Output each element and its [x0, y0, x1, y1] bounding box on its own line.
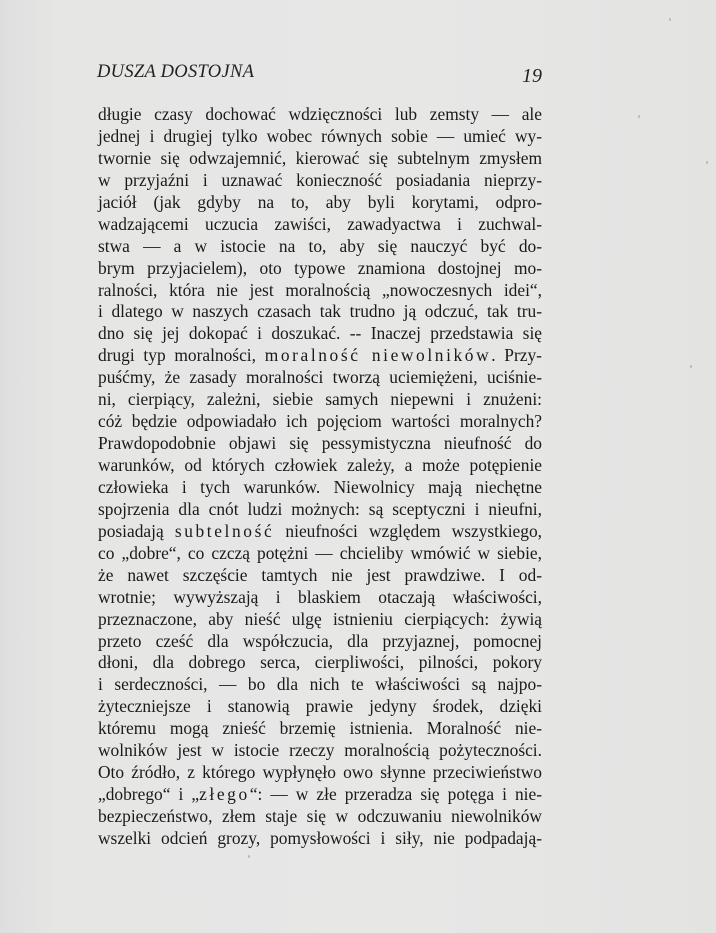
- text-line: [98, 258, 542, 280]
- text-segment: wszelki odcień grozy, pomysłowości i siły, nie podpadają-: [98, 827, 542, 848]
- text-segment: . Przy-: [491, 345, 542, 366]
- text-segment: wrotnie; wywyższają i blaskiem otaczają właściwości,: [98, 586, 542, 607]
- text-line: [98, 104, 542, 126]
- text-segment: Oto źródło, z którego wypłynęło owo słynne przeciwieństwo: [98, 762, 542, 783]
- text-line: [98, 565, 542, 587]
- text-segment: i serdeczności, — bo dla nich te właściwości są najpo-: [98, 674, 542, 695]
- text-segment: nieufności względem wszystkiego,: [274, 520, 542, 541]
- text-line: [98, 411, 542, 433]
- text-segment: puśćmy, że zasady moralności tworzą uciemiężeni, uciśnie-: [98, 367, 542, 388]
- text-line: [98, 433, 542, 455]
- text-line: [98, 455, 542, 477]
- text-segment: bezpieczeństwo, złem staje się w odczuwaniu niewolników: [98, 806, 542, 826]
- text-line: [98, 587, 542, 609]
- paper-speck: [706, 161, 708, 164]
- text-segment: ni, cierpiący, zależni, siebie samych niepewni i znużeni:: [98, 389, 542, 410]
- text-segment: przeto cześć dla współczucia, dla przyjaznej, pomocnej: [98, 630, 542, 651]
- page-number: 19: [522, 65, 542, 87]
- paper-speck: [248, 855, 250, 858]
- emphasized-text: złego: [199, 784, 250, 805]
- text-line: [98, 192, 542, 214]
- running-title: DUSZA DOSTOJNA: [97, 62, 255, 82]
- text-segment: długie czasy dochować wdzięczności lub zemsty — ale: [98, 104, 542, 124]
- text-line: [98, 323, 542, 345]
- text-line: [98, 784, 542, 806]
- text-line: [98, 170, 542, 192]
- text-segment: „dobrego“ i „: [98, 784, 200, 805]
- text-line: [98, 521, 542, 543]
- text-segment: co „dobre“, co czczą potężni — chcieliby wmówić w siebie,: [98, 542, 542, 563]
- text-segment: człowieka i tych warunków. Niewolnicy mają niechętne: [98, 476, 542, 497]
- paper-speck: [638, 115, 640, 118]
- text-line: [98, 762, 542, 784]
- text-segment: stwa — a w istocie na to, aby się nauczyć być do-: [98, 235, 542, 256]
- paper-speck: [690, 365, 692, 368]
- text-line: [98, 674, 542, 696]
- text-segment: cóż będzie odpowiadało ich pojęciom wartości moralnych?: [98, 411, 542, 432]
- text-segment: twornie się odwzajemnić, kierować się subtelnym zmysłem: [98, 147, 542, 168]
- text-segment: jednej i drugiej tylko wobec równych sobie — umieć wy-: [98, 125, 542, 146]
- text-line: [98, 367, 542, 389]
- text-segment: warunków, od których człowiek zależy, a może potępienie: [98, 455, 542, 475]
- text-line: [98, 806, 542, 828]
- text-segment: spojrzenia dla cnót ludzi możnych: są sceptyczni i nieufni,: [98, 498, 542, 519]
- text-line: [98, 280, 542, 302]
- text-line: [98, 740, 542, 762]
- text-segment: Prawdopodobnie objawi się pessymistyczna nieufność do: [98, 433, 542, 454]
- text-line: [98, 609, 542, 631]
- text-segment: w przyjaźni i uznawać konieczność posiadania nieprzy-: [98, 169, 542, 190]
- text-segment: “: — w złe przeradza się potęga i nie-: [249, 784, 542, 805]
- text-line: [98, 345, 542, 367]
- text-line: [98, 631, 542, 653]
- text-segment: wadzającemi uczucia zawiści, zawadyactwa i zuchwal-: [98, 213, 542, 234]
- text-segment: żyteczniejsze i stanowią prawie jedyny środek, dzięki: [98, 696, 542, 717]
- text-segment: któremu mogą znieść brzemię istnienia. Moralność nie-: [98, 718, 542, 739]
- text-line: [98, 652, 542, 674]
- text-segment: że nawet szczęście tamtych nie jest prawdziwe. I od-: [98, 564, 542, 585]
- text-segment: drugi typ moralności,: [98, 345, 265, 366]
- text-line: [98, 389, 542, 411]
- text-segment: i dlatego w naszych czasach tak trudno ją odczuć, tak tru-: [98, 301, 542, 322]
- text-segment: ralności, która nie jest moralnością „nowoczesnych idei“,: [98, 279, 542, 300]
- emphasized-text: subtelność: [174, 520, 275, 541]
- text-segment: jaciół (jak gdyby na to, aby byli korytami, odpro-: [98, 191, 542, 212]
- text-line: [98, 828, 542, 850]
- text-line: [98, 543, 542, 565]
- text-segment: posiadają: [98, 520, 175, 541]
- text-line: [98, 499, 542, 521]
- body-text: [98, 104, 542, 850]
- text-line: [98, 718, 542, 740]
- emphasized-text: moralność niewolników: [264, 345, 492, 366]
- text-segment: dno się jej dokopać i doszukać. -- Inaczej przedstawia się: [98, 323, 542, 344]
- text-line: [98, 236, 542, 258]
- text-segment: brym przyjacielem), oto typowe znamiona dostojnej mo-: [98, 257, 542, 278]
- paper-speck: [669, 18, 671, 21]
- text-line: [98, 148, 542, 170]
- text-segment: wolników jest w istocie rzeczy moralnością pożyteczności.: [98, 740, 542, 761]
- text-line: [98, 301, 542, 323]
- text-line: [98, 477, 542, 499]
- text-line: [98, 696, 542, 718]
- text-segment: przeznaczone, aby nieść ulgę istnieniu cierpiących: żywią: [98, 608, 542, 629]
- text-line: [98, 126, 542, 148]
- text-line: [98, 214, 542, 236]
- text-segment: dłoni, dla dobrego serca, cierpliwości, pilności, pokory: [98, 652, 542, 673]
